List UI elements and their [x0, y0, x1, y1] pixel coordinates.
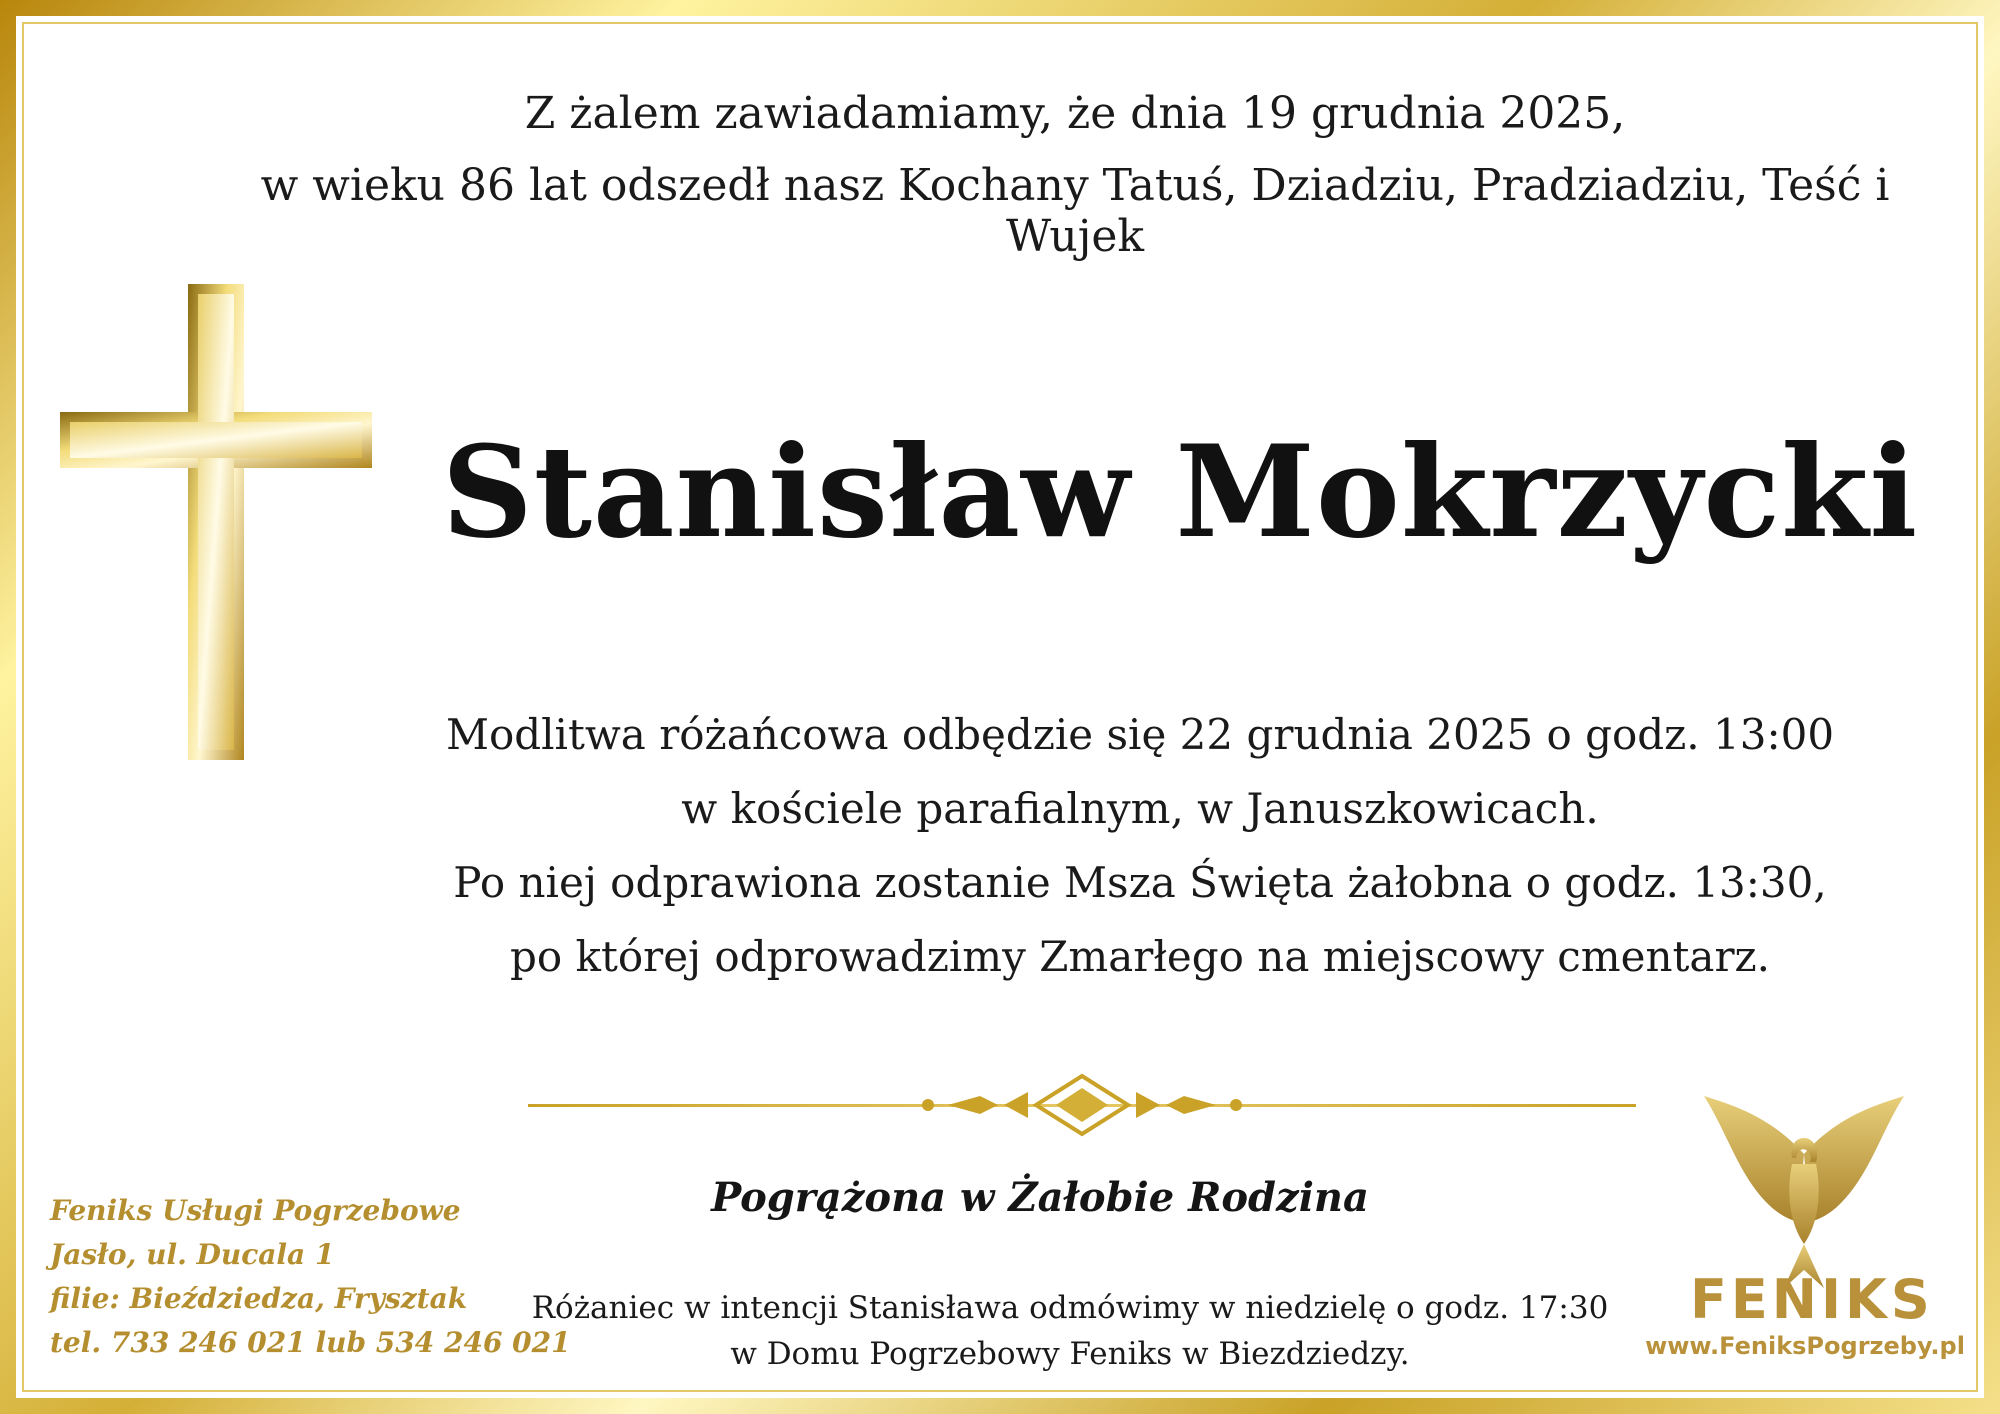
cross-icon	[60, 284, 380, 760]
contact-company: Feniks Usługi Pogrzebowe	[50, 1194, 461, 1227]
phoenix-logo-icon	[1698, 1094, 1910, 1290]
contact-branches: filie: Bieździedza, Frysztak	[50, 1282, 468, 1315]
details-line-4: po której odprowadzimy Zmarłego na miejscowy cmentarz.	[509, 932, 1771, 981]
contact-phone: tel. 733 246 021 lub 534 246 021	[50, 1326, 571, 1359]
website-link[interactable]: www.FeniksPogrzeby.pl	[1645, 1332, 1965, 1360]
details-line-2: w kościele parafialnym, w Januszkowicach.	[681, 784, 1599, 833]
rosary-note-line-2: w Domu Pogrzebowy Feniks w Biezdziedzy.	[730, 1336, 1410, 1372]
rosary-note-line-1: Różaniec w intencji Stanisława odmówimy w niedzielę o godz. 17:30	[531, 1290, 1609, 1326]
contact-address: Jasło, ul. Ducala 1	[50, 1238, 335, 1271]
ornament-divider	[528, 1070, 1636, 1140]
intro-line-1: Z żalem zawiadamiamy, że dnia 19 grudnia 2025,	[524, 88, 1626, 139]
deceased-name: Stanisław Mokrzycki	[441, 418, 1919, 566]
intro-line-2: w wieku 86 lat odszedł nasz Kochany Tatuś, Dziadziu, Pradziadziu, Teść i Wujek	[260, 160, 1890, 262]
brand-name: FENIKS	[1690, 1268, 1934, 1331]
family-signature: Pogrążona w Żałobie Rodzina	[711, 1174, 1369, 1221]
details-line-3: Po niej odprawiona zostanie Msza Święta żałobna o godz. 13:30,	[453, 858, 1827, 907]
details-line-1: Modlitwa różańcowa odbędzie się 22 grudnia 2025 o godz. 13:00	[445, 710, 1835, 759]
